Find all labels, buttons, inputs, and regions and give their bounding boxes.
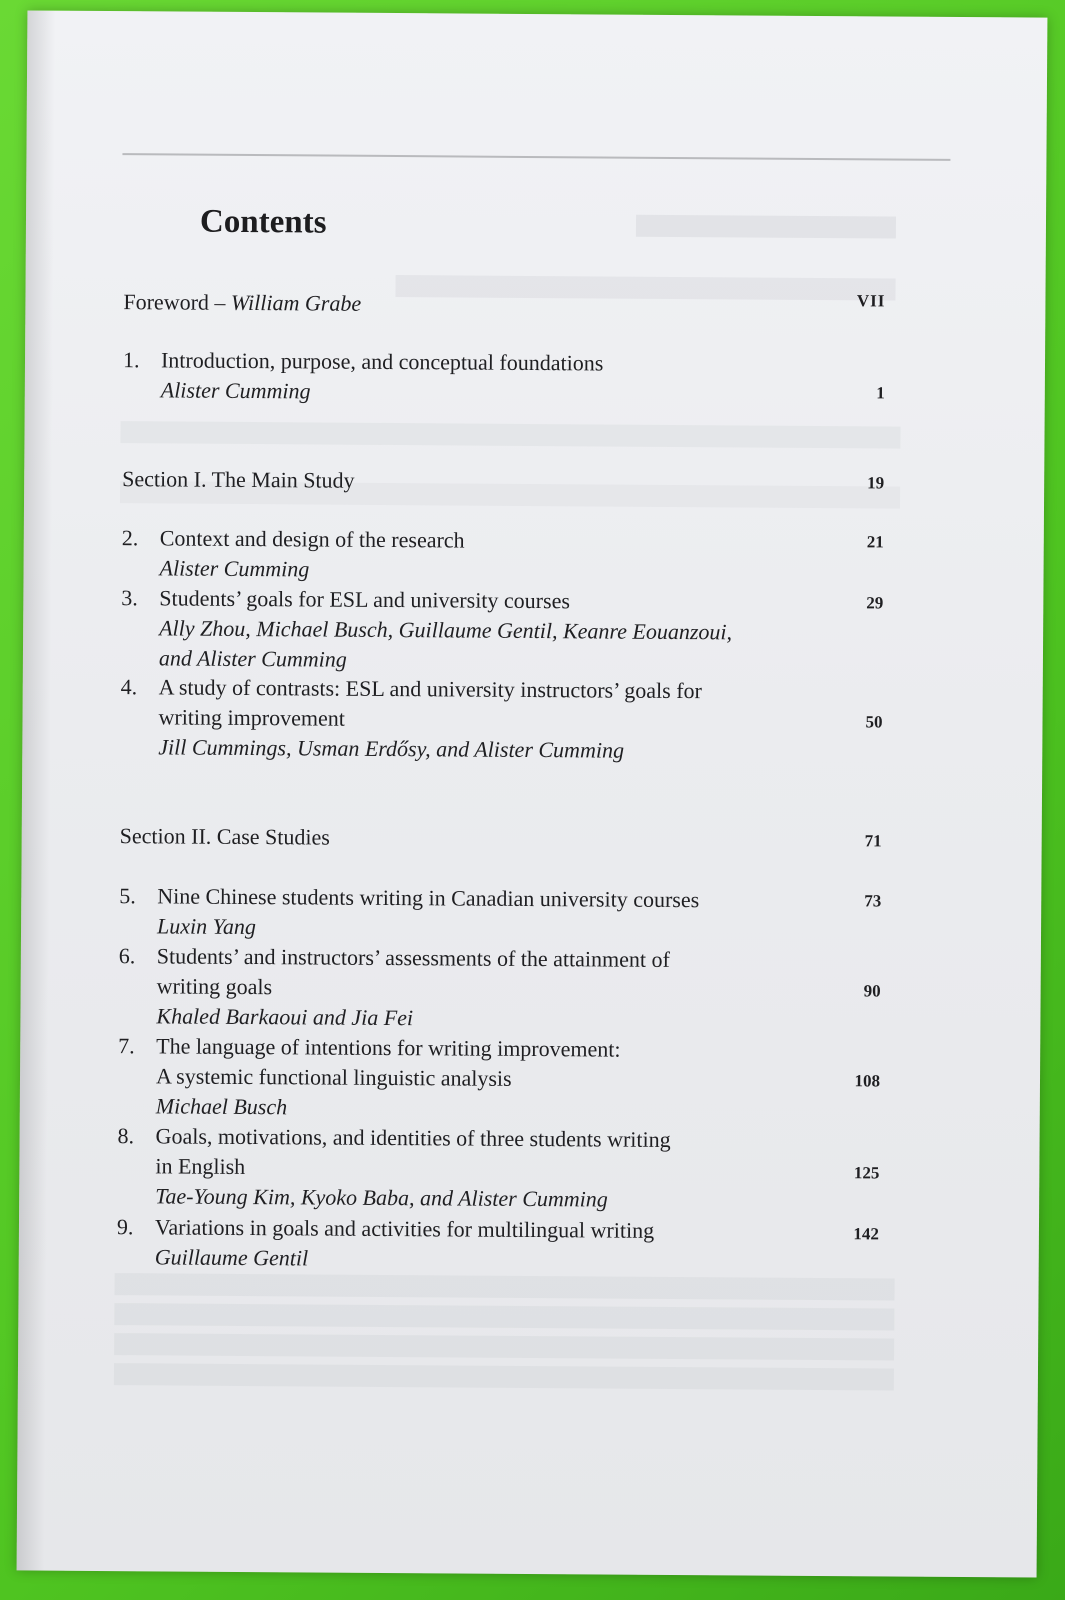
toc-entry-author: Khaled Barkaoui and Jia Fei [156, 1003, 414, 1031]
toc-page-number: 1 [876, 383, 885, 403]
toc-entry-title: The language of intentions for writing improvement: [156, 1033, 621, 1062]
table-of-contents [17, 10, 1048, 1577]
toc-page-number: 19 [867, 473, 885, 493]
toc-section-heading: Section II. Case Studies [119, 823, 330, 850]
chapter-number: 5. [119, 883, 136, 909]
chapter-number: 9. [116, 1214, 134, 1240]
toc-entry-author: Alister Cumming [159, 555, 310, 582]
toc-entry-author: Tae-Young Kim, Kyoko Baba, and Alister Cumming [155, 1183, 608, 1212]
toc-entry-title: writing goals [156, 973, 273, 1000]
chapter-number: 8. [117, 1123, 135, 1149]
toc-entry-title: Goals, motivations, and identities of three students writing [155, 1123, 671, 1152]
chapter-number: 2. [121, 525, 139, 551]
toc-entry-author: Ally Zhou, Michael Busch, Guillaume Gentil, Keanre Eouanzoui, [159, 615, 733, 645]
toc-entry-author: Jill Cummings, Usman Erdősy, and Alister Cumming [158, 734, 625, 763]
toc-entry-foreword [123, 287, 903, 322]
toc-entry-author: and Alister Cumming [158, 645, 347, 672]
chapter-number: 3. [121, 585, 138, 611]
toc-page-number: 21 [866, 532, 884, 552]
chapter-number: 6. [118, 943, 136, 969]
toc-entry-title: Variations in goals and activities for multilingual writing [154, 1214, 655, 1243]
toc-page-number: 29 [866, 593, 884, 613]
toc-page-number: 90 [863, 981, 881, 1001]
toc-entry-author: William Grabe [230, 289, 362, 316]
toc-entry-title: A systemic functional linguistic analysis [155, 1063, 512, 1091]
toc-page-number: 73 [864, 891, 882, 911]
toc-entry-author: Michael Busch [155, 1093, 288, 1120]
toc-dash: – [208, 289, 232, 315]
toc-entry-title: Students’ goals for ESL and university courses [159, 585, 571, 614]
toc-entry-author: Luxin Yang [156, 913, 256, 940]
toc-entry-title: Context and design of the research [159, 525, 465, 553]
toc-page-number: 125 [853, 1163, 880, 1183]
toc-page-number: VII [856, 291, 886, 311]
toc-entry-title: Students’ and instructors’ assessments of the attainment of [156, 943, 670, 972]
chapter-number: 1. [122, 347, 140, 373]
toc-entry-author: Guillaume Gentil [154, 1244, 309, 1271]
page-title: Contents [199, 203, 327, 241]
toc-page-number: 50 [865, 712, 883, 732]
toc-entry-author: Alister Cumming [160, 377, 311, 404]
toc-entry-title: in English [155, 1153, 246, 1180]
toc-page-number: 71 [864, 831, 882, 851]
toc-entry-title: A study of contrasts: ESL and university instructors’ goals for [158, 674, 703, 704]
toc-page-number: 108 [854, 1071, 881, 1091]
toc-section-heading: Section I. The Main Study [122, 466, 355, 493]
toc-entry-title: Foreword [123, 289, 210, 315]
toc-page-number: 142 [853, 1224, 880, 1244]
toc-entry-title: Introduction, purpose, and conceptual foundations [160, 347, 604, 376]
chapter-number: 7. [118, 1033, 135, 1059]
chapter-number: 4. [120, 674, 138, 700]
toc-entry-title: writing improvement [158, 704, 345, 731]
toc-entry-title: Nine Chinese students writing in Canadian university courses [157, 883, 700, 913]
book-page [17, 10, 1048, 1577]
